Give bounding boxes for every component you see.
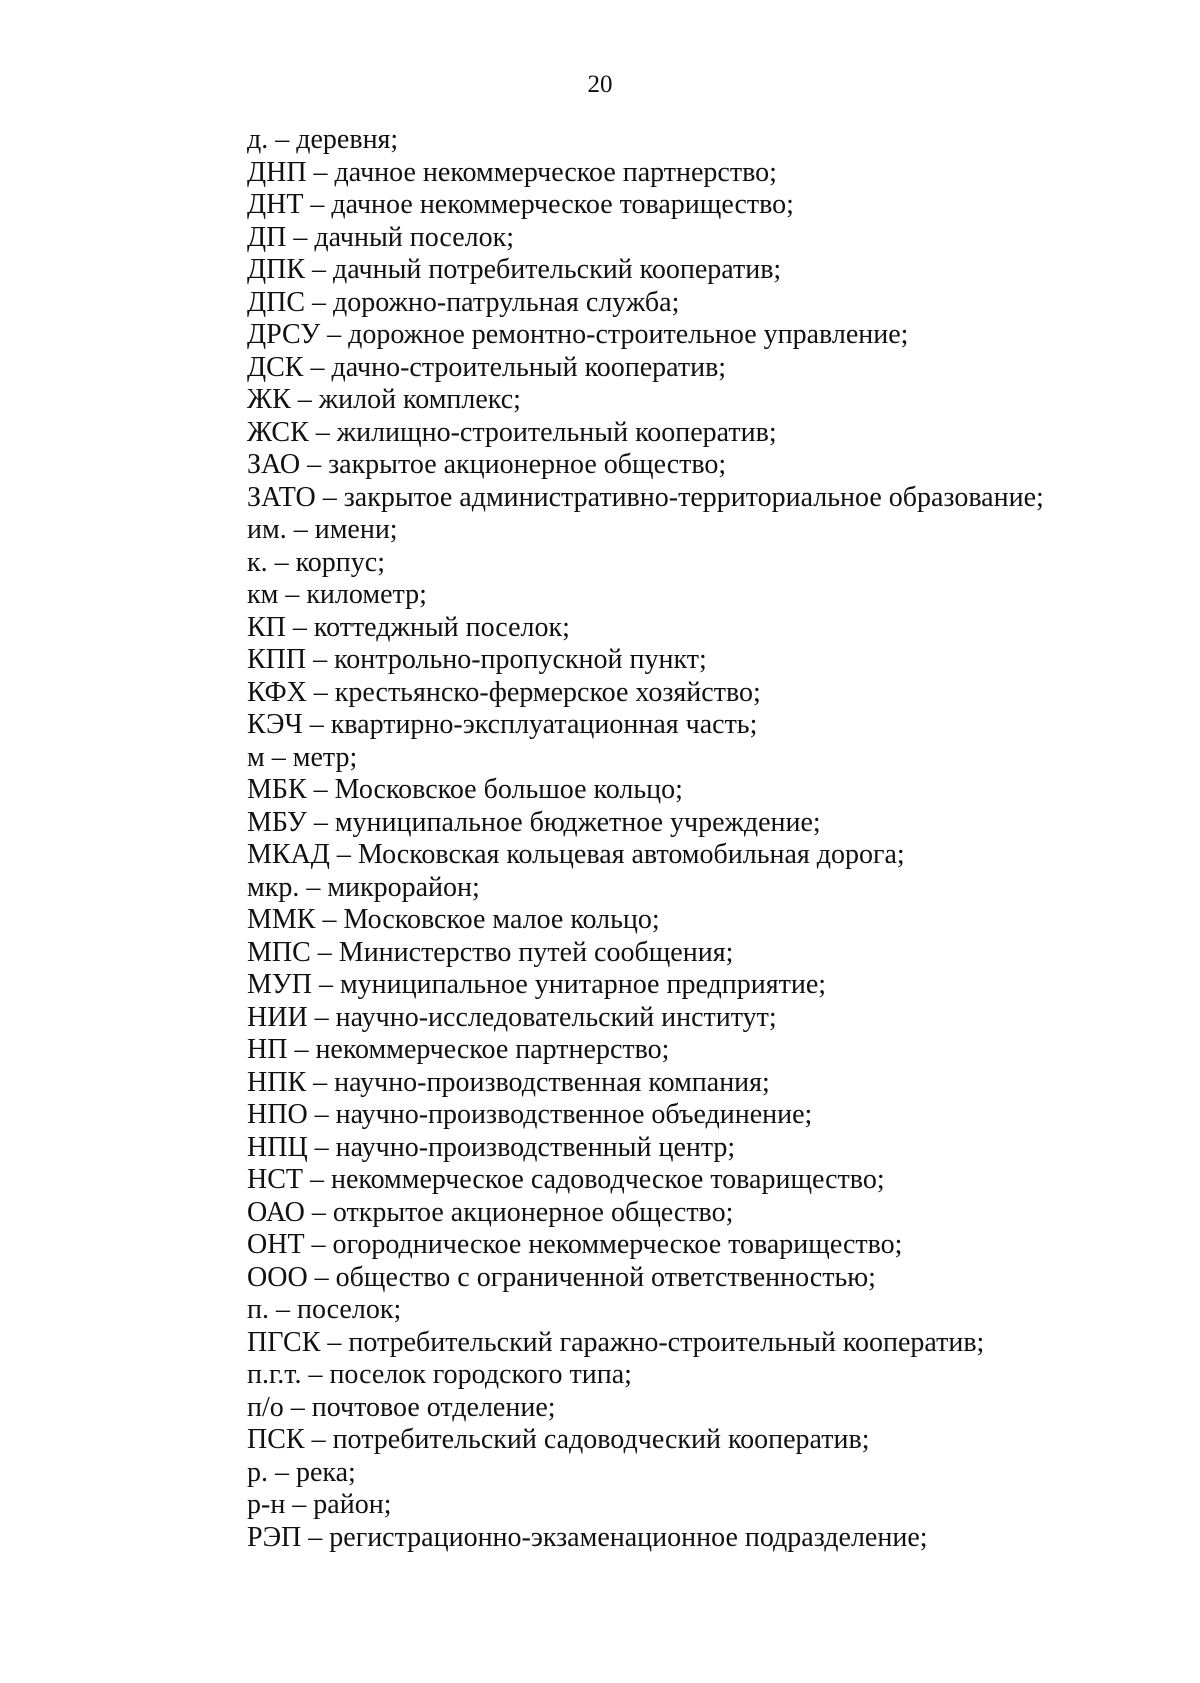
abbreviation-item: НПО – научно-производственное объединение; xyxy=(247,1099,813,1130)
abbreviation-item: РЭП – регистрационно-экзаменационное подразделение; xyxy=(247,1521,928,1553)
abbreviation-item: к. – корпус; xyxy=(247,546,385,578)
abbreviation-item: ДНП – дачное некоммерческое партнерство; xyxy=(247,156,777,188)
abbreviation-item: ДСК – дачно-строительный кооператив; xyxy=(247,351,727,383)
abbreviation-item: ДПК – дачный потребительский кооператив; xyxy=(247,254,782,285)
abbreviation-item: ООО – общество с ограниченной ответственностью; xyxy=(247,1261,876,1293)
abbreviation-item: МБК – Московское большое кольцо; xyxy=(247,774,683,805)
abbreviation-item: ДРСУ – дорожное ремонтно-строительное управление; xyxy=(247,319,909,350)
abbreviation-item: п.г.т. – поселок городского типа; xyxy=(247,1359,632,1390)
abbreviation-item: НП – некоммерческое партнерство; xyxy=(247,1034,670,1065)
abbreviation-item: ЖК – жилой комплекс; xyxy=(247,384,521,415)
abbreviation-item: НПК – научно-производственная компания; xyxy=(247,1066,770,1098)
abbreviation-item: НПЦ – научно-производственный центр; xyxy=(247,1131,736,1163)
abbreviation-item: ММК – Московское малое кольцо; xyxy=(247,904,660,935)
abbreviation-item: ЗАТО – закрытое административно-территориальное образование; xyxy=(247,481,1044,513)
abbreviation-item: ПГСК – потребительский гаражно-строительный кооператив; xyxy=(247,1326,985,1358)
abbreviation-item: р. – река; xyxy=(247,1456,356,1488)
abbreviation-item: р-н – район; xyxy=(247,1489,392,1520)
abbreviation-item: п/о – почтовое отделение; xyxy=(247,1391,556,1423)
abbreviation-item: д. – деревня; xyxy=(247,124,399,155)
abbreviation-item: НИИ – научно-исследовательский институт; xyxy=(247,1001,777,1033)
abbreviation-item: ОНТ – огородническое некоммерческое товарищество; xyxy=(247,1229,903,1260)
abbreviation-item: ДНТ – дачное некоммерческое товарищество; xyxy=(247,189,794,220)
abbreviation-item: КЭЧ – квартирно-эксплуатационная часть; xyxy=(247,709,758,740)
abbreviation-item: КПП – контрольно-пропускной пункт; xyxy=(247,644,707,675)
abbreviation-item: ЗАО – закрытое акционерное общество; xyxy=(247,449,727,480)
abbreviation-item: МБУ – муниципальное бюджетное учреждение; xyxy=(247,806,821,838)
page-number: 20 xyxy=(587,71,613,98)
abbreviation-item: МУП – муниципальное унитарное предприятие; xyxy=(247,969,827,1000)
abbreviation-list xyxy=(247,124,1167,1554)
abbreviation-item: п. – поселок; xyxy=(247,1294,402,1325)
abbreviation-item: м – метр; xyxy=(247,741,358,773)
abbreviation-item: ПСК – потребительский садоводческий кооператив; xyxy=(247,1424,870,1455)
abbreviation-item: ОАО – открытое акционерное общество; xyxy=(247,1196,734,1228)
abbreviation-item: НСТ – некоммерческое садоводческое товарищество; xyxy=(247,1164,885,1195)
abbreviation-item: МКАД – Московская кольцевая автомобильная дорога; xyxy=(247,839,905,870)
abbreviation-item: ЖСК – жилищно-строительный кооператив; xyxy=(247,416,777,448)
abbreviation-item: ДПС – дорожно-патрульная служба; xyxy=(247,286,680,318)
abbreviation-item: км – километр; xyxy=(247,579,427,610)
abbreviation-item: КП – коттеджный поселок; xyxy=(247,611,570,643)
abbreviation-item: мкр. – микрорайон; xyxy=(247,871,480,903)
abbreviation-item: КФХ – крестьянско-фермерское хозяйство; xyxy=(247,676,761,708)
abbreviation-item: МПС – Министерство путей сообщения; xyxy=(247,936,734,968)
abbreviation-item: ДП – дачный поселок; xyxy=(247,221,514,253)
abbreviation-item: им. – имени; xyxy=(247,514,398,545)
